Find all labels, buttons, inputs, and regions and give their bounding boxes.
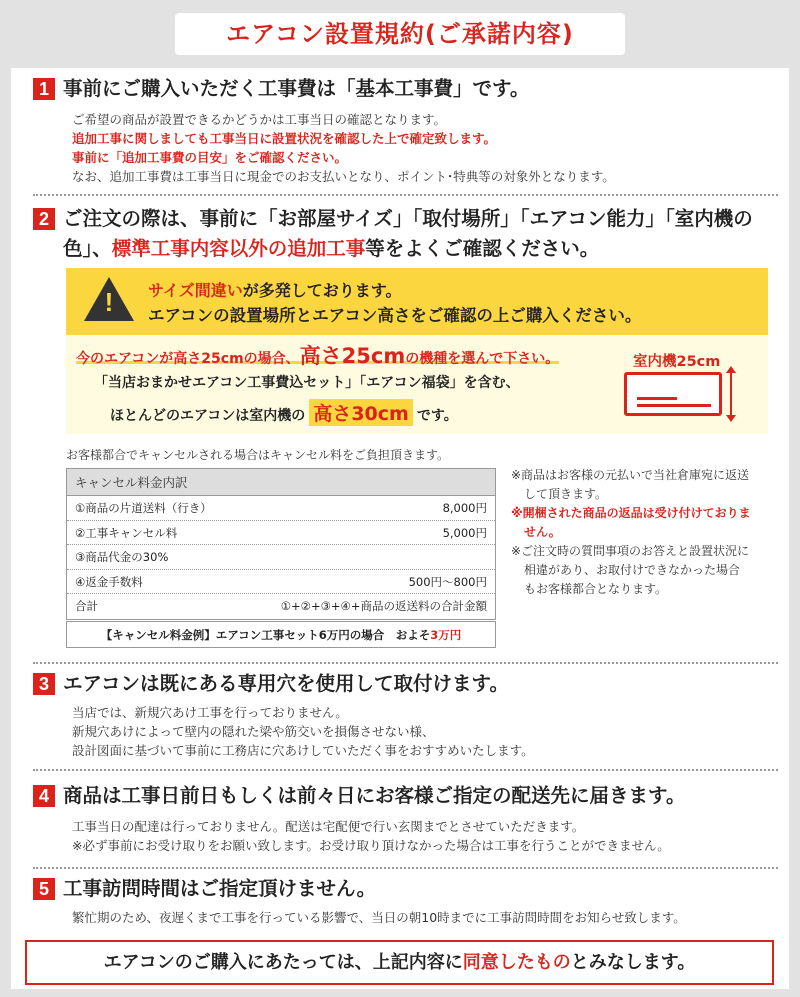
page-title: エアコン設置規約(ご承諾内容) [175,13,625,55]
cancel-example-text: 【キャンセル料金例】エアコン工事セット6万円の場合 およそ [100,628,431,642]
indoor-unit-vent-icon [637,397,677,400]
terms-panel [11,68,789,989]
height-30-big: 高さ30cm [309,399,413,426]
agreement-notice [25,940,774,985]
section-2-title-red: 標準工事内容以外の追加工事 [111,237,366,260]
section-1-line-red: 事前に「追加工事費の目安」をご確認ください。 [72,150,348,165]
section-5-heading [33,874,778,904]
height-30-note [110,399,458,426]
table-row [67,545,495,570]
section-5-body [72,908,778,927]
section-4-line: 工事当日の配達は行っておりません。配送は宅配便で行い玄関までとさせていただきます。 [72,819,585,834]
agreement-red-text: 同意したもの [462,952,571,973]
indoor-unit-icon [624,372,722,416]
row-value: ①+②+③+④+商品の返送料の合計金額 [280,599,487,613]
indoor-unit-label: 室内機25cm [633,354,721,370]
cancel-fee-table [66,468,496,620]
section-3-line: 新規穴あけによって壁内の隠れた梁や筋交いを損傷させない様、 [72,724,435,739]
section-1-line: なお、追加工事費は工事当日に現金でのお支払いとなり、ポイント･特典等の対象外となります。 [72,169,615,184]
warning-line-2: エアコンの設置場所とエアコン高さをご確認の上ご購入ください。 [148,306,642,325]
section-5-title: 工事訪問時間はご指定頂けません。 [63,877,377,900]
section-2-heading [33,204,778,264]
section-3-title: エアコンは既にある専用穴を使用して取付けます。 [63,672,509,695]
agreement-text-end: とみなします。 [570,952,696,973]
return-note: ※ご注文時の質問事項のお答えと設置状況に相違があり、お取付けできなかった場合もお客様都合となります。 [511,544,750,596]
warning-header [66,268,768,335]
table-row [67,521,495,546]
section-4-body [72,817,778,855]
section-1 [33,74,778,186]
height-advice-big: 高さ25cm [299,344,406,368]
section-3 [33,669,778,760]
section-5-line: 繁忙期のため、夜遅くまで工事を行っている影響で、当日の朝10時までに工事訪問時間をお知らせ致します。 [72,910,686,925]
section-4-line: ※必ず事前にお受け取りをお願い致します。お受け取り頂けなかった場合は工事を行うことができません。 [72,838,670,853]
height-30-a: ほとんどのエアコンは室内機の [110,408,306,424]
section-1-line-red: 追加工事に関しましても工事当日に設置状況を確認した上で確定致します。 [72,131,497,146]
size-warning-box [66,268,768,434]
section-3-line: 当店では、新規穴あけ工事を行っておりません。 [72,705,348,720]
row-value: 500円～800円 [408,574,487,589]
section-1-line: ご希望の商品が設置できるかどうかは工事当日の確認となります。 [72,112,447,127]
height-arrow-icon [730,368,732,420]
height-advice-b: の機種を選んで下さい。 [405,351,560,367]
indoor-unit-louver-icon [637,404,711,407]
divider [33,662,778,664]
table-row [67,496,495,521]
section-number-badge: 2 [33,208,55,230]
cancel-table-header: キャンセル料金内訳 [67,469,495,496]
section-2 [33,204,778,264]
row-value: 8,000円 [442,501,487,515]
section-5 [33,874,778,927]
section-4-title: 商品は工事日前日もしくは前々日にお客様ご指定の配送先に届きます。 [63,784,686,807]
agreement-text: エアコンのご購入にあたっては、上記内容に [103,952,463,973]
cancel-example-amount: 3万円 [430,628,462,642]
warning-red-text: サイズ間違い [148,281,243,300]
section-1-title: 事前にご購入いただく工事費は「基本工事費」です。 [63,77,530,100]
section-2-title: ご注文の際は、事前に「お部屋サイズ」「取付場所」「エアコン能力」「室内機の色」、 [63,207,753,260]
set-note: 「当店おまかせエアコン工事費込セット」「エアコン福袋」を含む、 [94,375,520,391]
warning-line-1 [148,278,401,301]
row-label: ③商品代金の30% [75,550,169,564]
section-number-badge: 5 [33,878,55,900]
table-row [67,570,495,595]
divider [33,867,778,869]
return-notes [511,466,751,599]
exclamation-icon: ! [104,287,114,317]
cancel-note: お客様都合でキャンセルされる場合はキャンセル料をご負担頂きます。 [66,448,450,462]
section-4-heading [33,781,778,811]
warning-text: が多発しております。 [242,281,402,300]
section-1-body [72,110,778,186]
return-note-red: ※開梱された商品の返品は受け付けておりません。 [511,506,751,539]
section-3-body [72,703,778,760]
divider [33,769,778,771]
section-number-badge: 4 [33,785,55,807]
cancel-example [66,621,496,648]
section-number-badge: 1 [33,78,55,100]
section-3-line: 設計図面に基づいて事前に工務店に穴あけしていただく事をおすすめいたします。 [72,743,534,758]
row-label: ④返金手数料 [75,574,143,589]
section-1-heading [33,74,778,104]
section-3-heading [33,669,778,699]
row-label: ②工事キャンセル料 [75,525,178,540]
divider [33,194,778,196]
height-30-b: です。 [416,408,458,424]
section-4 [33,781,778,855]
return-note: ※商品はお客様の元払いで当社倉庫宛に返送して頂きます。 [511,468,750,501]
height-advice [76,340,560,368]
height-advice-a: 今のエアコンが高さ25cmの場合、 [76,351,300,367]
row-value: 5,000円 [442,525,487,540]
section-number-badge: 3 [33,673,55,695]
section-2-title-end: 等をよくご確認ください。 [365,237,600,260]
table-row [67,594,495,619]
row-label: 合計 [75,599,98,613]
row-label: ①商品の片道送料（行き） [75,501,212,515]
